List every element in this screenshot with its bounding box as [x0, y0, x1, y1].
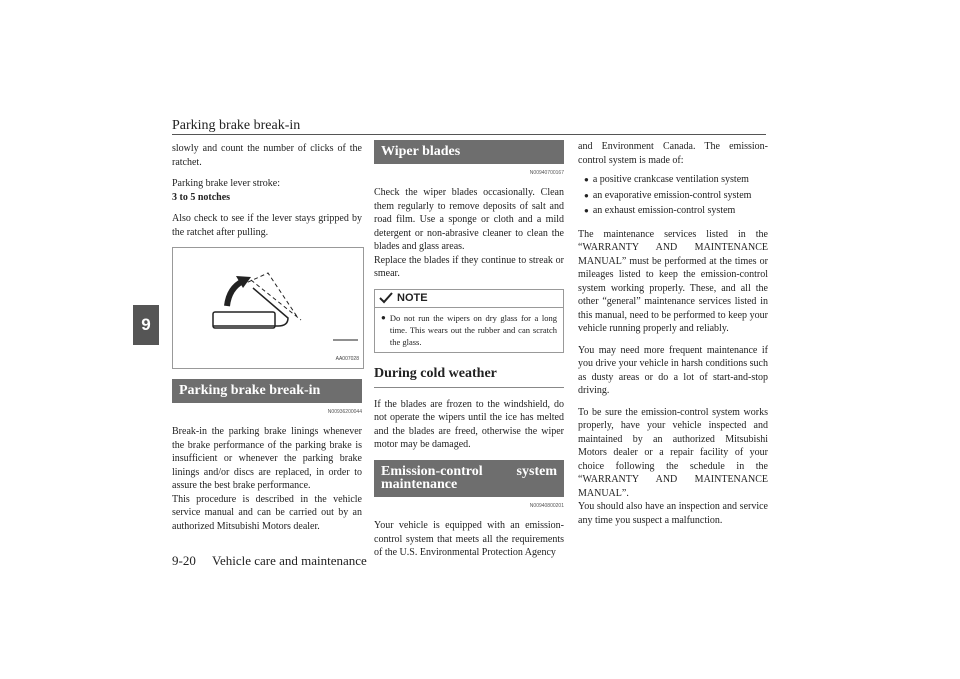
chapter-tab: 9 [133, 305, 159, 345]
figure-code: AA007028 [335, 356, 359, 362]
paragraph: You should also have an inspection and service any time you suspect a malfunction. [578, 501, 768, 526]
list-item: ● an evaporative emission-control system [584, 189, 768, 203]
paragraph: To be sure the emission-control system works properly, have your vehicle inspected and maintained by an authorized Mitsubishi Motors dealer or a repair facility of your choice following the schedule in the “WARRANTY AND MAINTENANCE MANUAL”. [578, 406, 768, 499]
section-title-emission-control: Emission-control system maintenance [374, 460, 564, 497]
subheading-cold-weather: During cold weather [374, 363, 564, 388]
list-item: ● a positive crankcase ventilation system [584, 173, 768, 187]
section-code: N00936200044 [327, 408, 362, 415]
note-text: Do not run the wipers on dry glass for a long time. This wears out the rubber and can scratch the glass. [389, 313, 557, 347]
paragraph: This procedure is described in the vehicle service manual and can be carried out by an authorized Mitsubishi Motors dealer. [172, 493, 362, 532]
paragraph: and Environment Canada. The emission-control system is made of: [578, 141, 768, 166]
footer-section-title: Vehicle care and maintenance [212, 553, 367, 568]
section-title-parking-brake: Parking brake break-in [172, 379, 362, 403]
section-code: N00940800201 [529, 502, 564, 509]
section-code: N00940700167 [529, 169, 564, 176]
parking-brake-lever-figure [172, 247, 364, 369]
note-header [375, 290, 563, 309]
note-box [374, 289, 564, 354]
paragraph: Check the wiper blades occasionally. Clean them regularly to remove deposits of salt and road film. Use a sponge or cloth and a mild detergent or non-abrasive cleaner to clean the blades and glass areas. [374, 187, 564, 252]
lever-outline [213, 288, 288, 326]
note-body [375, 308, 563, 348]
paragraph: Your vehicle is equipped with an emission-control system that meets all the requirements of the U.S. Environmental Protection Agency [374, 520, 564, 558]
section-title-wiper-blades: Wiper blades [374, 140, 564, 164]
note-label: NOTE [397, 291, 428, 304]
paragraph: Parking brake lever stroke: [172, 178, 281, 189]
page-number: 9-20 [172, 553, 196, 568]
notch-spec: 3 to 5 notches [172, 191, 231, 203]
bullet-icon: ● [381, 313, 386, 322]
column-3 [578, 140, 768, 535]
page-header-title: Parking brake break-in [172, 118, 301, 133]
lever-raised-dashed [251, 280, 301, 320]
paragraph: Replace the blades if they continue to streak or smear. [374, 254, 564, 279]
emission-system-list [578, 173, 768, 218]
paragraph: slowly and count the number of clicks of the ratchet. [172, 143, 362, 168]
column-2 [374, 140, 564, 568]
paragraph: Break-in the parking brake linings whenever the brake performance of the parking brake is insufficient or whenever the parking brake linings and/or discs are replaced, in order to assure the best brake performance. [172, 426, 362, 491]
pull-arrow-shaft [227, 281, 243, 306]
note-check-icon [379, 292, 393, 304]
paragraph: You may need more frequent maintenance if you drive your vehicle in harsh conditions such as dusty areas or do a lot of start-and-stop driving. [578, 344, 768, 396]
paragraph: Also check to see if the lever stays gripped by the ratchet after pulling. [172, 213, 362, 238]
list-item: ● an exhaust emission-control system [584, 204, 768, 218]
paragraph: If the blades are frozen to the windshield, do not operate the wipers until the ice has melted and the blades are freed, otherwise the wiper motor may be damaged. [374, 398, 564, 450]
column-1 [172, 142, 362, 541]
parking-brake-lever-illustration [173, 248, 363, 368]
paragraph: The maintenance services listed in the “WARRANTY AND MAINTENANCE MANUAL” must be performed at the times or mileages listed to keep the emission-control system working properly. These, and all the other “general” maintenance services listed in this manual, need to be performed to keep your vehicle running properly and reliably. [578, 228, 768, 334]
header-rule [172, 134, 766, 135]
